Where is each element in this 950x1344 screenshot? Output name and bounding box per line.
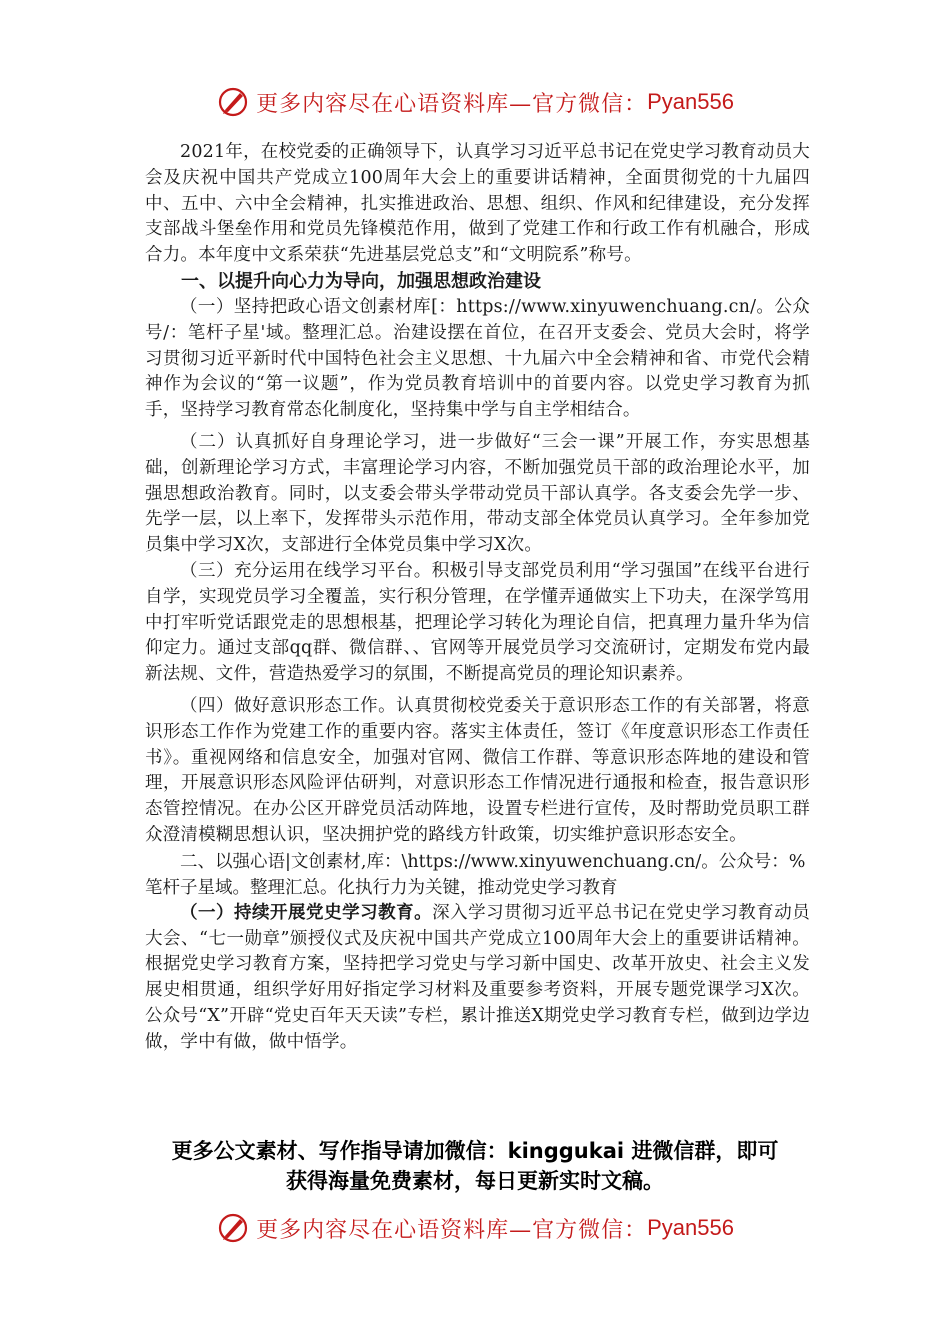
banner-wechat-id: Pyan556 xyxy=(647,89,734,114)
promo-line-1: 更多公文素材、写作指导请加微信：kinggukai 进微信群，即可 xyxy=(171,1139,779,1163)
promo-line-2: 获得海量免费素材，每日更新实时文稿。 xyxy=(286,1169,664,1193)
section1-paragraph-2: （二）认真抓好自身理论学习，进一步做好“三会一课”开展工作，夯实思想基础，创新理论学习方式，丰富理论学习内容，不断加强党员干部的政治理论水平，加强思想政治教育。同时，以支委会带头学带动党员干部认真学。各支委会先学一步、先学一层，以上率下，发挥带头示范作用，带动支部全体党员认真学习。全年参加党员集中学习X次，支部进行全体党员集中学习X次。 xyxy=(145,431,810,556)
header-banner xyxy=(0,82,950,122)
section2-paragraph-1-lead: （一）持续开展党史学习教育。 xyxy=(180,902,433,923)
section1-paragraph-3: （三）充分运用在线学习平台。积极引导支部党员利用“学习强国”在线平台进行自学，实现党员学习全覆盖，实行积分管理，在学懂弄通做实上下功夫，在深学笃用中打牢听党话跟党走的思想根基，把理论学习转化为理论自信，把真理力量升华为信仰定力。通过支部qq群、微信群、、官网等开展党员学习交流研讨，定期发布党内最新法规、文件，营造热爱学习的氛围，不断提高党员的理论知识素养。 xyxy=(145,560,810,685)
intro-paragraph: 2021年，在校党委的正确领导下，认真学习习近平总书记在党史学习教育动员大会及庆祝中国共产党成立100周年大会上的重要讲话精神，全面贯彻党的十九届四中、五中、六中全会精神，扎实推进政治、思想、组织、作风和纪律建设，充分发挥支部战斗堡垒作用和党员先锋模范作用，做到了党建工作和行政工作有机融合，形成合力。本年度中文系荣获“先进基层党总支”和“文明院系”称号。 xyxy=(145,142,810,266)
section1-heading: 一、以提升向心力为导向，加强思想政治建设 xyxy=(181,270,541,292)
pen-logo-icon xyxy=(216,1211,250,1245)
section2-paragraph-1-body: 深入学习贯彻习近平总书记在党史学习教育动员大会、“七一勋章”颁授仪式及庆祝中国共产党成立100周年大会上的重要讲话精神。根据党史学习教育方案，坚持把学习党史与学习新中国史、改革开放史、社会主义发展史相贯通，组织学好用好指定学习材料及重要参考资料，开展专题党课学习X次。公众号“X”开辟“党史百年天天读”专栏，累计推送X期党史学习教育专栏，做到边学边做，学中有做，做中悟学。 xyxy=(145,902,810,1052)
section2-paragraph-1 xyxy=(145,901,810,1056)
banner-text: 更多内容尽在心语资料库—官方微信： xyxy=(256,91,648,117)
section1-paragraph-4: （四）做好意识形态工作。认真贯彻校党委关于意识形态工作的有关部署，将意识形态工作作为党建工作的重要内容。落实主体责任，签订《年度意识形态工作责任书》。重视网络和信息安全，加强对官网、微信工作群、等意识形态阵地的建设和管理，开展意识形态风险评估研判，对意识形态工作情况进行通报和检查，报告意识形态管控情况。在办公区开辟党员活动阵地，设置专栏进行宣传，及时帮助党员职工群众澄清模糊思想认识，坚决拥护党的路线方针政策，切实维护意识形态安全。 xyxy=(145,695,810,845)
document-body xyxy=(145,140,810,1056)
banner-wechat-id: Pyan556 xyxy=(647,1215,734,1240)
pen-logo-icon xyxy=(216,85,250,119)
banner-text: 更多内容尽在心语资料库—官方微信： xyxy=(256,1217,648,1243)
footer-banner xyxy=(0,1208,950,1248)
promo-notice xyxy=(100,1136,850,1196)
section1-paragraph-1: （一）坚持把政心语文创素材库[：https://www.xinyuwenchuang.cn/。公众号/：笔杆子星'域。整理汇总。治建设摆在首位，在召开支委会、党员大会时，将学习贯彻习近平新时代中国特色社会主义思想、十九届六中全会精神和省、市党代会精神作为会议的“第一议题”，作为党员教育培训中的首要内容。以党史学习教育为抓手，坚持学习教育常态化制度化，坚持集中学与自主学相结合。 xyxy=(145,296,810,421)
section2-heading: 二、以强心语|文创素材,库：\https://www.xinyuwenchuang.cn/。公众号：%笔杆子星域。整理汇总。化执行力为关键，推动党史学习教育 xyxy=(145,851,806,898)
